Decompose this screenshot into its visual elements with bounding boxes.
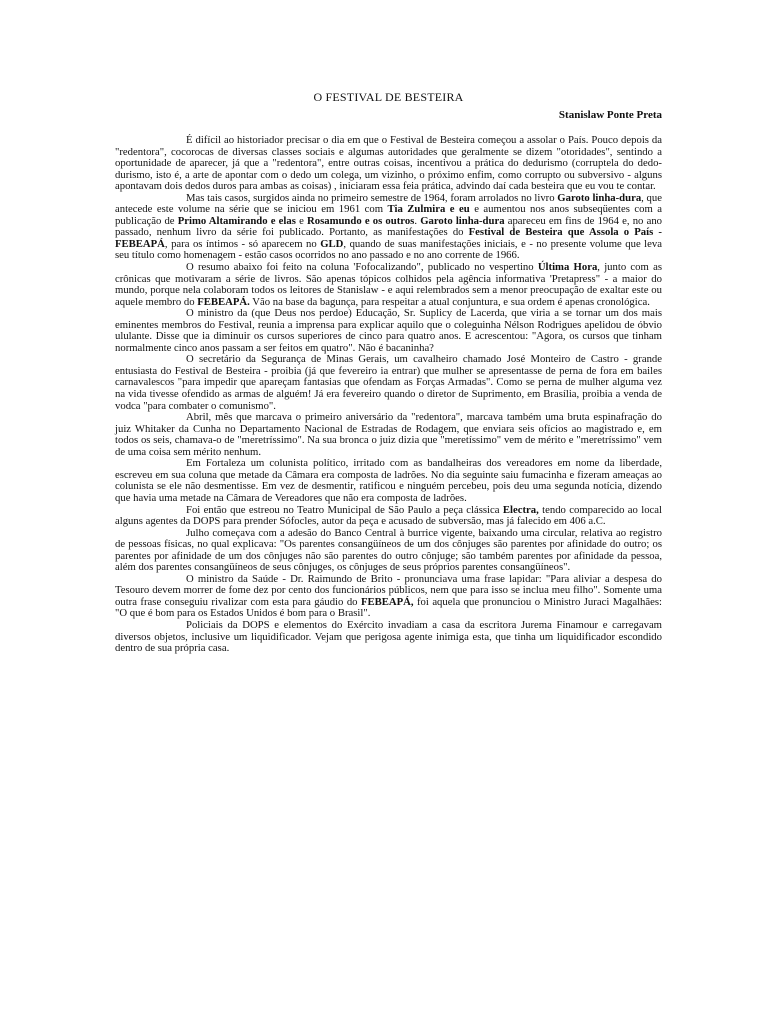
bold-text: Primo Altamirando e elas bbox=[177, 214, 296, 227]
paragraph bbox=[115, 308, 662, 354]
bold-text: Festival de Besteira que Assola o País - FEBEAPÁ bbox=[115, 226, 662, 250]
text-run: Vão na base da bagunça, para respeitar a atual conjuntura, e sua ordem é apenas cronológica. bbox=[249, 295, 650, 308]
paragraph bbox=[115, 620, 662, 655]
bold-text: FEBEAPÁ, bbox=[360, 595, 414, 608]
text-run: e aumentou nos anos subseqüentes com a publicação de bbox=[115, 203, 662, 227]
text-run: Policiais da DOPS e elementos do Exército invadiam a casa da escritora Jurema Finamour e carregavam diversos objetos, inclusive um liquidificador. Vejam que perigosa agente inimiga esta, que tinha um liquidificador escondido dentro de sua própria casa. bbox=[115, 618, 662, 655]
text-run: foi aquela que pronunciou o Ministro Juraci Magalhães: "O que é bom para os Estados Unidos é bom para o Brasil". bbox=[115, 595, 663, 620]
text-run: Mas tais casos, surgidos ainda no primeiro semestre de 1964, foram arrolados no livro bbox=[186, 191, 558, 204]
paragraph bbox=[115, 354, 662, 412]
bold-text: Tia Zulmira e eu bbox=[387, 203, 470, 216]
text-run: . bbox=[414, 214, 421, 227]
paragraph bbox=[115, 458, 662, 504]
text-run: O ministro da Saúde - Dr. Raimundo de Brito - pronunciava uma frase lapidar: "Para aliviar a despesa do Tesouro devem morrer de fome dez por cento dos funcionários públicos, nem que para isso se inclua meu filho". Somente uma outra frase conseguiu rivalizar com esta para gáudio do bbox=[115, 572, 662, 608]
text-run: Abril, mês que marcava o primeiro aniversário da "redentora", marcava também uma bruta espinafração do juiz Whitaker da Cunha no Departamento Nacional de Estradas de Rodagem, que enviara seis ofícios ao magistrado e, em todos os seis, chamava-o de "meretríssimo". Na sua bronca o juiz dizia que "meretíssimo" vem de mérito e "meretríssimo" vem de uma coisa sem mérito nenhum. bbox=[115, 411, 662, 458]
bold-text: Última Hora bbox=[537, 261, 598, 274]
bold-text: FEBEAPÁ. bbox=[197, 295, 250, 308]
text-run: , junto com as crônicas que motivaram a série de livros. São apenas tópicos colhidos pela agência informativa 'Pretapress" - a maior do mundo, porque nela colaboram todos os leitores de Stanislaw - e aqui relembrados sem a menor preocupação de exaltar este ou aquele membro do bbox=[115, 261, 662, 308]
bold-text: Rosamundo e os outros bbox=[307, 214, 415, 227]
document-title: O FESTIVAL DE BESTEIRA bbox=[313, 90, 464, 104]
bold-text: Garoto linha-dura bbox=[557, 191, 642, 204]
document-page bbox=[115, 90, 662, 655]
text-run: , para os íntimos - só aparecem no bbox=[164, 237, 321, 250]
paragraph bbox=[115, 412, 662, 458]
author-name: Stanislaw Ponte Preta bbox=[558, 109, 662, 121]
text-run: , que antecede este volume na série que se iniciou em 1961 com bbox=[115, 191, 662, 216]
text-run: , quando de suas manifestações iniciais, e - no presente volume que leva seu título como homenagem - estão casos ocorridos no ano passado e no ano corrente de 1966. bbox=[115, 237, 662, 262]
text-run: apareceu em fins de 1964 e, no ano passado, nenhum livro da série foi publicado. Portanto, as manifestações do bbox=[115, 214, 663, 239]
text-run: Julho começava com a adesão do Banco Central à burrice vigente, baixando uma circular, relativa ao registro de pessoas físicas, no qual explicava: "Os parentes consangüíneos de um dos cônjuges são parentes por afinidade do outro; os parentes por afinidade de um dos cônjuges não são parentes do outro cônjuge; são também parentes por afinidade da pessoa, além dos parentes consangüíneos de seus cônjuges, os cônjuges de seus próprios parentes consangüíneos". bbox=[115, 526, 662, 574]
paragraph bbox=[115, 505, 662, 528]
text-run: Foi então que estreou no Teatro Municipal de São Paulo a peça clássica bbox=[186, 503, 503, 516]
article-body bbox=[115, 135, 662, 655]
paragraph bbox=[115, 574, 662, 620]
text-run: O secretário da Segurança de Minas Gerais, um cavalheiro chamado José Monteiro de Castro - grande entusiasta do Festival de Besteira - proibia (já que fevereiro ia entrar) que mulher se apresentasse de perna de fora em bailes carnavalescos "para impedir que apareçam fantasias que ofendam as Forças Armadas". Como se perna de mulher alguma vez na vida tivesse ofendido as armas de alguém! Já era fevereiro quando o diretor de Suprimento, em Brasília, proibia a venda de vodca "para combater o comunismo". bbox=[115, 353, 662, 412]
bold-text: Electra, bbox=[502, 503, 539, 516]
text-run: tendo comparecido ao local alguns agentes da DOPS para prender Sófocles, autor da peça e acusado de subversão, mas já falecido em 406 a.C. bbox=[115, 503, 662, 528]
paragraph bbox=[115, 193, 662, 262]
text-run: O resumo abaixo foi feito na coluna 'Fofocalizando", publicado no vespertino bbox=[186, 261, 538, 274]
bold-text: Garoto linha-dura bbox=[420, 214, 505, 227]
bold-text: GLD bbox=[320, 237, 344, 250]
paragraph bbox=[115, 528, 662, 574]
text-run: É difícil ao historiador precisar o dia em que o Festival de Besteira começou a assolar o País. Pouco depois da "redentora", cocorocas de diversas classes sociais e algumas autoridades que geralmente se dizem "otoridades", sentindo a oportunidade de aparecer, já que a "redentora", entre outras coisas, incentivou a prática do dedurismo (corruptela do dedo-durismo, isto é, a arte de apontar com o dedo um colega, um vizinho, o próximo enfim, como corrupto ou subversivo - alguns apontavam dois dedos duros para ambas as coisas) , iniciaram essa feia prática, advindo daí cada besteira que eu vou te contar. bbox=[115, 134, 662, 193]
text-run: O ministro da (que Deus nos perdoe) Educação, Sr. Suplicy de Lacerda, que viria a se tornar um dos mais eminentes membros do Festival, reunia a imprensa para explicar aquilo que o coleguinha Nélson Rodrigues apelidou de óbvio ululante. Disse que ia diminuir os cursos superiores de cinco para quatro anos. E acrescentou: "Agora, os cursos que tinham normalmente cinco anos passam a ser feitos em quatro". Não é bacaninha? bbox=[115, 307, 662, 354]
paragraph bbox=[115, 262, 662, 308]
text-run: Em Fortaleza um colunista político, irritado com as bandalheiras dos vereadores em nome da liberdade, escreveu em sua coluna que metade da Câmara era composta de ladrões. No dia seguinte saiu fumacinha e fizeram ameaças ao colunista se ele não desmentisse. Em vez de desmentir, ratificou e ninguém percebeu, pois deu uma segunda notícia, dizendo que havia uma metade na Câmara de Vereadores que não era composta de ladrões. bbox=[115, 457, 662, 504]
paragraph bbox=[115, 135, 662, 193]
text-run: e bbox=[295, 214, 308, 227]
